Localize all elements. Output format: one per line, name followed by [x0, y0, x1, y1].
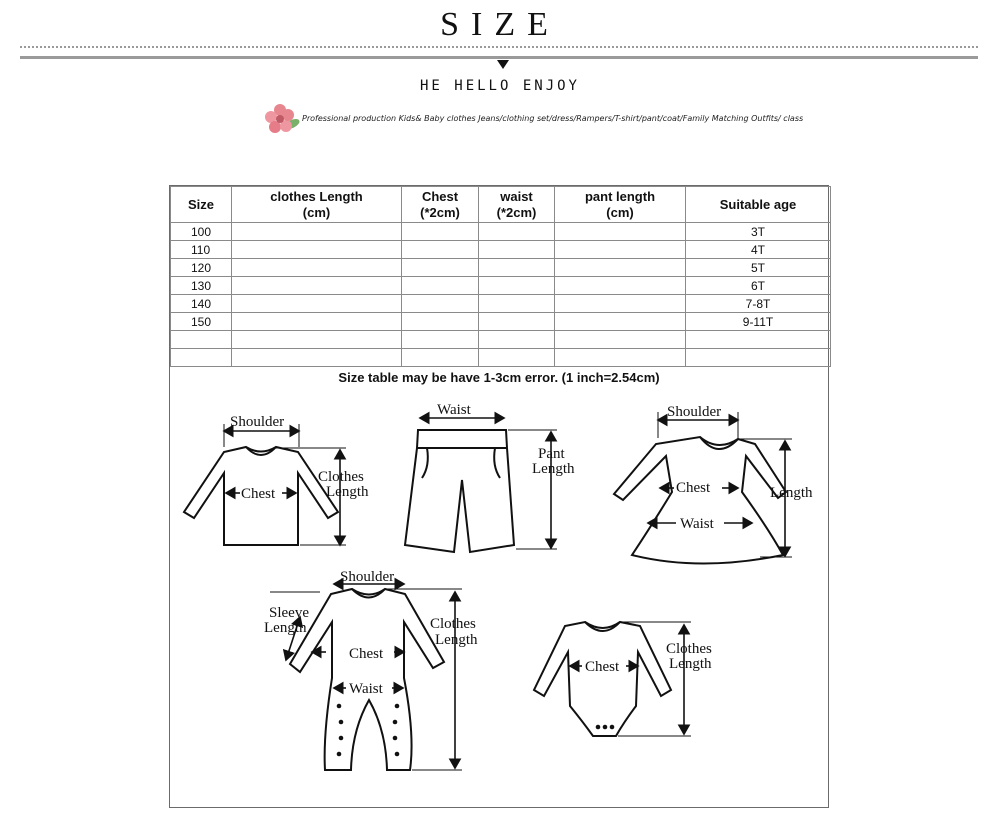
pants-waist-label: Waist: [437, 402, 471, 418]
bodysuit-snaps: [596, 725, 615, 730]
dress-length-label: Length: [770, 485, 813, 501]
column-header: Chest (*2cm): [402, 187, 479, 223]
dress-waist-label: Waist: [680, 516, 714, 532]
bodysuit-diagram: [534, 622, 671, 736]
dress-shoulder-label: Shoulder: [667, 404, 722, 420]
romper-sleeve-label: Sleeve: [269, 605, 309, 621]
table-cell: 9-11T: [686, 313, 831, 331]
romper-clothes-label: Clothes: [430, 616, 476, 632]
table-cell: 6T: [686, 277, 831, 295]
romper-chest-label: Chest: [349, 646, 384, 662]
shirt-chest-label: Chest: [241, 486, 276, 502]
table-cell: 140: [171, 295, 232, 313]
pants-pant-label: Pant: [538, 446, 565, 462]
table-cell: 4T: [686, 241, 831, 259]
column-header: waist (*2cm): [479, 187, 555, 223]
brand-subtitle: HE HELLO ENJOY: [419, 78, 580, 94]
column-header: Suitable age: [686, 187, 831, 223]
table-cell: 3T: [686, 223, 831, 241]
romper-shoulder-label: Shoulder: [340, 569, 395, 585]
table-cell: 7-8T: [686, 295, 831, 313]
romper-sleeve-length-label: Length: [264, 620, 307, 636]
romper-diagram: [290, 589, 444, 770]
shirt-length-label: Length: [326, 484, 369, 500]
page-title: SIZE: [440, 6, 560, 43]
pants-length-label: Length: [532, 461, 575, 477]
romper-length-label: Length: [435, 632, 478, 648]
bodysuit-clothes-label: Clothes: [666, 641, 712, 657]
size-error-note: Size table may be have 1-3cm error. (1 inch=2.54cm): [338, 370, 660, 385]
shirt-clothes-label: Clothes: [318, 469, 364, 485]
table-cell: 120: [171, 259, 232, 277]
bodysuit-chest-label: Chest: [585, 659, 620, 675]
bodysuit-length-label: Length: [669, 656, 712, 672]
table-cell: 150: [171, 313, 232, 331]
table-cell: 100: [171, 223, 232, 241]
table-cell: 130: [171, 277, 232, 295]
table-cell: 5T: [686, 259, 831, 277]
column-header: Size: [171, 187, 232, 223]
dress-diagram: [614, 437, 786, 564]
romper-waist-label: Waist: [349, 681, 383, 697]
column-header: clothes Length (cm): [232, 187, 402, 223]
shirt-shoulder-label: Shoulder: [230, 414, 285, 430]
table-cell: 110: [171, 241, 232, 259]
pants-diagram: [405, 430, 514, 552]
romper-snaps: [337, 704, 400, 757]
column-header: pant length (cm): [555, 187, 686, 223]
dress-chest-label: Chest: [676, 480, 711, 496]
tagline-text: Professional production Kids& Baby clothes Jeans/clothing set/dress/Rampers/T-shirt/pant/coat/Family Matching Outfits/ class: [302, 114, 804, 123]
